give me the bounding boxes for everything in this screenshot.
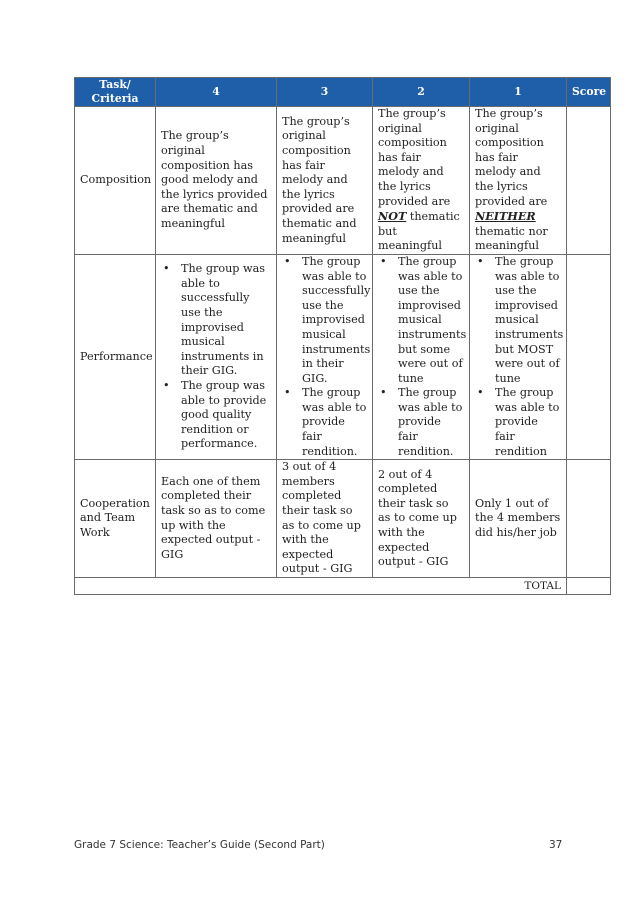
score-total[interactable] [567, 578, 611, 595]
cooperation-level-4: Each one of them completed their task so as to come up with the expected output - GIG [156, 460, 277, 578]
criteria-cooperation: Cooperation and Team Work [75, 460, 156, 578]
performance-level-2 [373, 254, 470, 459]
total-label: TOTAL [75, 578, 567, 595]
performance-level-3 [277, 254, 373, 459]
emphasis-neither: NEITHER [475, 209, 536, 224]
bullet-item: • The group was able to provide fair rendition [475, 386, 561, 459]
header-level-2: 2 [373, 78, 470, 107]
composition-level-1-text-end: thematic nor meaningful [475, 224, 548, 253]
header-row [75, 78, 611, 107]
performance-level-4 [156, 254, 277, 459]
header-level-4: 4 [156, 78, 277, 107]
page-number: 37 [549, 839, 563, 851]
row-total [75, 578, 611, 595]
bullet-item: • The group was able to use the improvised musical instruments but MOST were out of tune [475, 255, 561, 386]
bullet-list [378, 254, 467, 459]
criteria-composition: Composition [75, 107, 156, 255]
composition-level-1-text: The group’s original composition has fair melody and the lyrics provided are [475, 107, 548, 208]
composition-level-1 [470, 107, 567, 255]
row-performance [75, 254, 611, 459]
score-composition[interactable] [567, 107, 611, 255]
bullet-list [161, 262, 271, 452]
performance-level-1 [470, 254, 567, 459]
composition-level-2 [373, 107, 470, 255]
header-level-3: 3 [277, 78, 373, 107]
composition-level-4: The group’s original composition has good melody and the lyrics provided are thematic and meaningful [156, 107, 277, 255]
bullet-item: • The group was able to successfully use the improvised musical instruments in their GIG. [282, 255, 367, 386]
header-score: Score [567, 78, 611, 107]
cooperation-level-3: 3 out of 4 members completed their task so as to come up with the expected output - GIG [277, 460, 373, 578]
composition-level-3: The group’s original composition has fair melody and the lyrics provided are thematic and meaningful [277, 107, 373, 255]
bullet-list [282, 254, 371, 459]
bullet-item: • The group was able to provide fair rendition. [378, 386, 464, 459]
emphasis-not: NOT [378, 209, 407, 224]
row-composition [75, 107, 611, 255]
bullet-item: • The group was able to provide fair rendition. [282, 386, 367, 459]
composition-level-2-text: The group’s original composition has fair melody and the lyrics provided are [378, 107, 451, 208]
rubric-table [74, 77, 611, 595]
bullet-item: • The group was able to successfully use the improvised musical instruments in their GIG. [161, 262, 271, 379]
header-criteria: Task/ Criteria [75, 78, 156, 107]
criteria-performance: Performance [75, 254, 156, 459]
score-performance[interactable] [567, 254, 611, 459]
cooperation-level-2: 2 out of 4 completed their task so as to come up with the expected output - GIG [373, 460, 470, 578]
cooperation-level-1: Only 1 out of the 4 members did his/her job [470, 460, 567, 578]
bullet-list [475, 254, 564, 459]
header-level-1: 1 [470, 78, 567, 107]
score-cooperation[interactable] [567, 460, 611, 578]
bullet-item: • The group was able to use the improvised musical instruments but some were out of tune [378, 255, 464, 386]
row-cooperation [75, 460, 611, 578]
footer-title: Grade 7 Science: Teacher’s Guide (Second Part) [74, 839, 325, 851]
bullet-item: • The group was able to provide good quality rendition or performance. [161, 379, 271, 452]
composition-level-2-text-end: thematic but meaningful [378, 210, 460, 253]
